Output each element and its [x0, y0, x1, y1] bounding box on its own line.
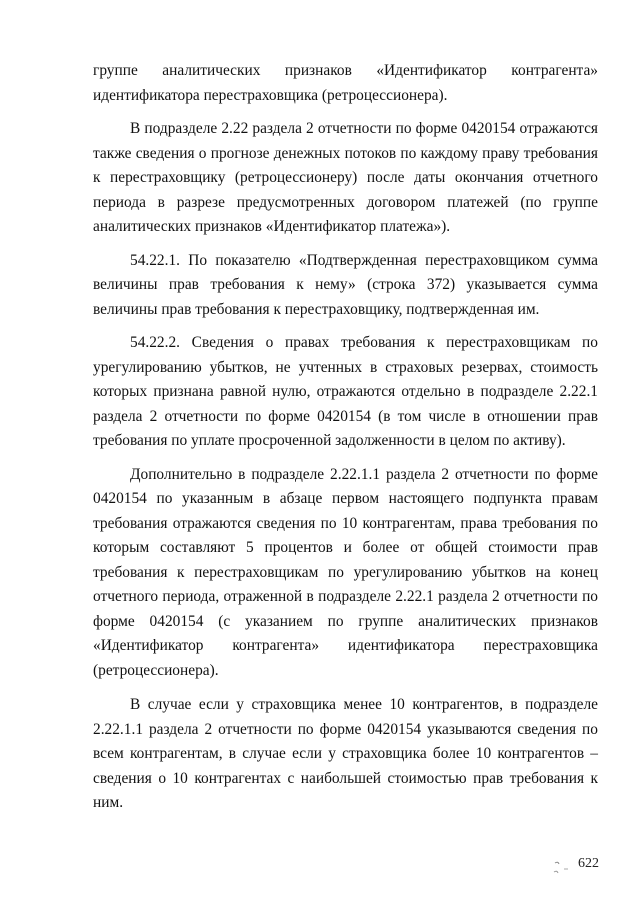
scan-mark-icon — [552, 860, 570, 882]
paragraph-54-22-2: 54.22.2. Сведения о правах требования к перестраховщикам по урегулированию убытков, не учтенных в страховых резервах, стоимость которых признана равной нулю, отражаются отдельно в подразделе 2.22.1 раздела 2 отчетности по форме 0420154 (в том числе в отношении прав требования по уплате просроченной задолженности в целом по активу). — [93, 334, 598, 449]
paragraph-continuation: группе аналитических признаков «Идентификатор контрагента» идентификатора перестраховщика (ретроцессионера). — [93, 62, 598, 104]
page-number: 622 — [578, 856, 599, 871]
document-page — [93, 59, 598, 825]
paragraph-case: В случае если у страховщика менее 10 контрагентов, в подразделе 2.22.1.1 раздела 2 отчетности по форме 0420154 указываются сведения по всем контрагентам, в случае если у страховщика более 10 контрагентов – сведения о 10 контрагентах с наибольшей стоимостью прав требования к ним. — [93, 696, 598, 811]
paragraph-additional: Дополнительно в подразделе 2.22.1.1 раздела 2 отчетности по форме 0420154 по указанным в абзаце первом настоящего подпункта правам требования отражаются сведения по 10 контрагентам, права требования по которым составляют 5 процентов и более от общей стоимости прав требования к перестраховщикам по урегулированию убытков на конец отчетного периода, отраженной в подразделе 2.22.1 раздела 2 отчетности по форме 0420154 (с указанием по группе аналитических признаков «Идентификатор контрагента» идентификатора перестраховщика (ретроцессионера). — [93, 465, 598, 679]
paragraph-54-22-1: 54.22.1. По показателю «Подтвержденная перестраховщиком сумма величины прав требования к нему» (строка 372) указывается сумма величины прав требования к перестраховщику, подтвержденная им. — [93, 251, 598, 318]
paragraph-subsection-2-22: В подразделе 2.22 раздела 2 отчетности по форме 0420154 отражаются также сведения о прогнозе денежных потоков по каждому праву требования к перестраховщику (ретроцессионеру) после даты окончания отчетного периода в разрезе предусмотренных договором платежей (по группе аналитических признаков «Идентификатор платежа»). — [93, 120, 598, 235]
